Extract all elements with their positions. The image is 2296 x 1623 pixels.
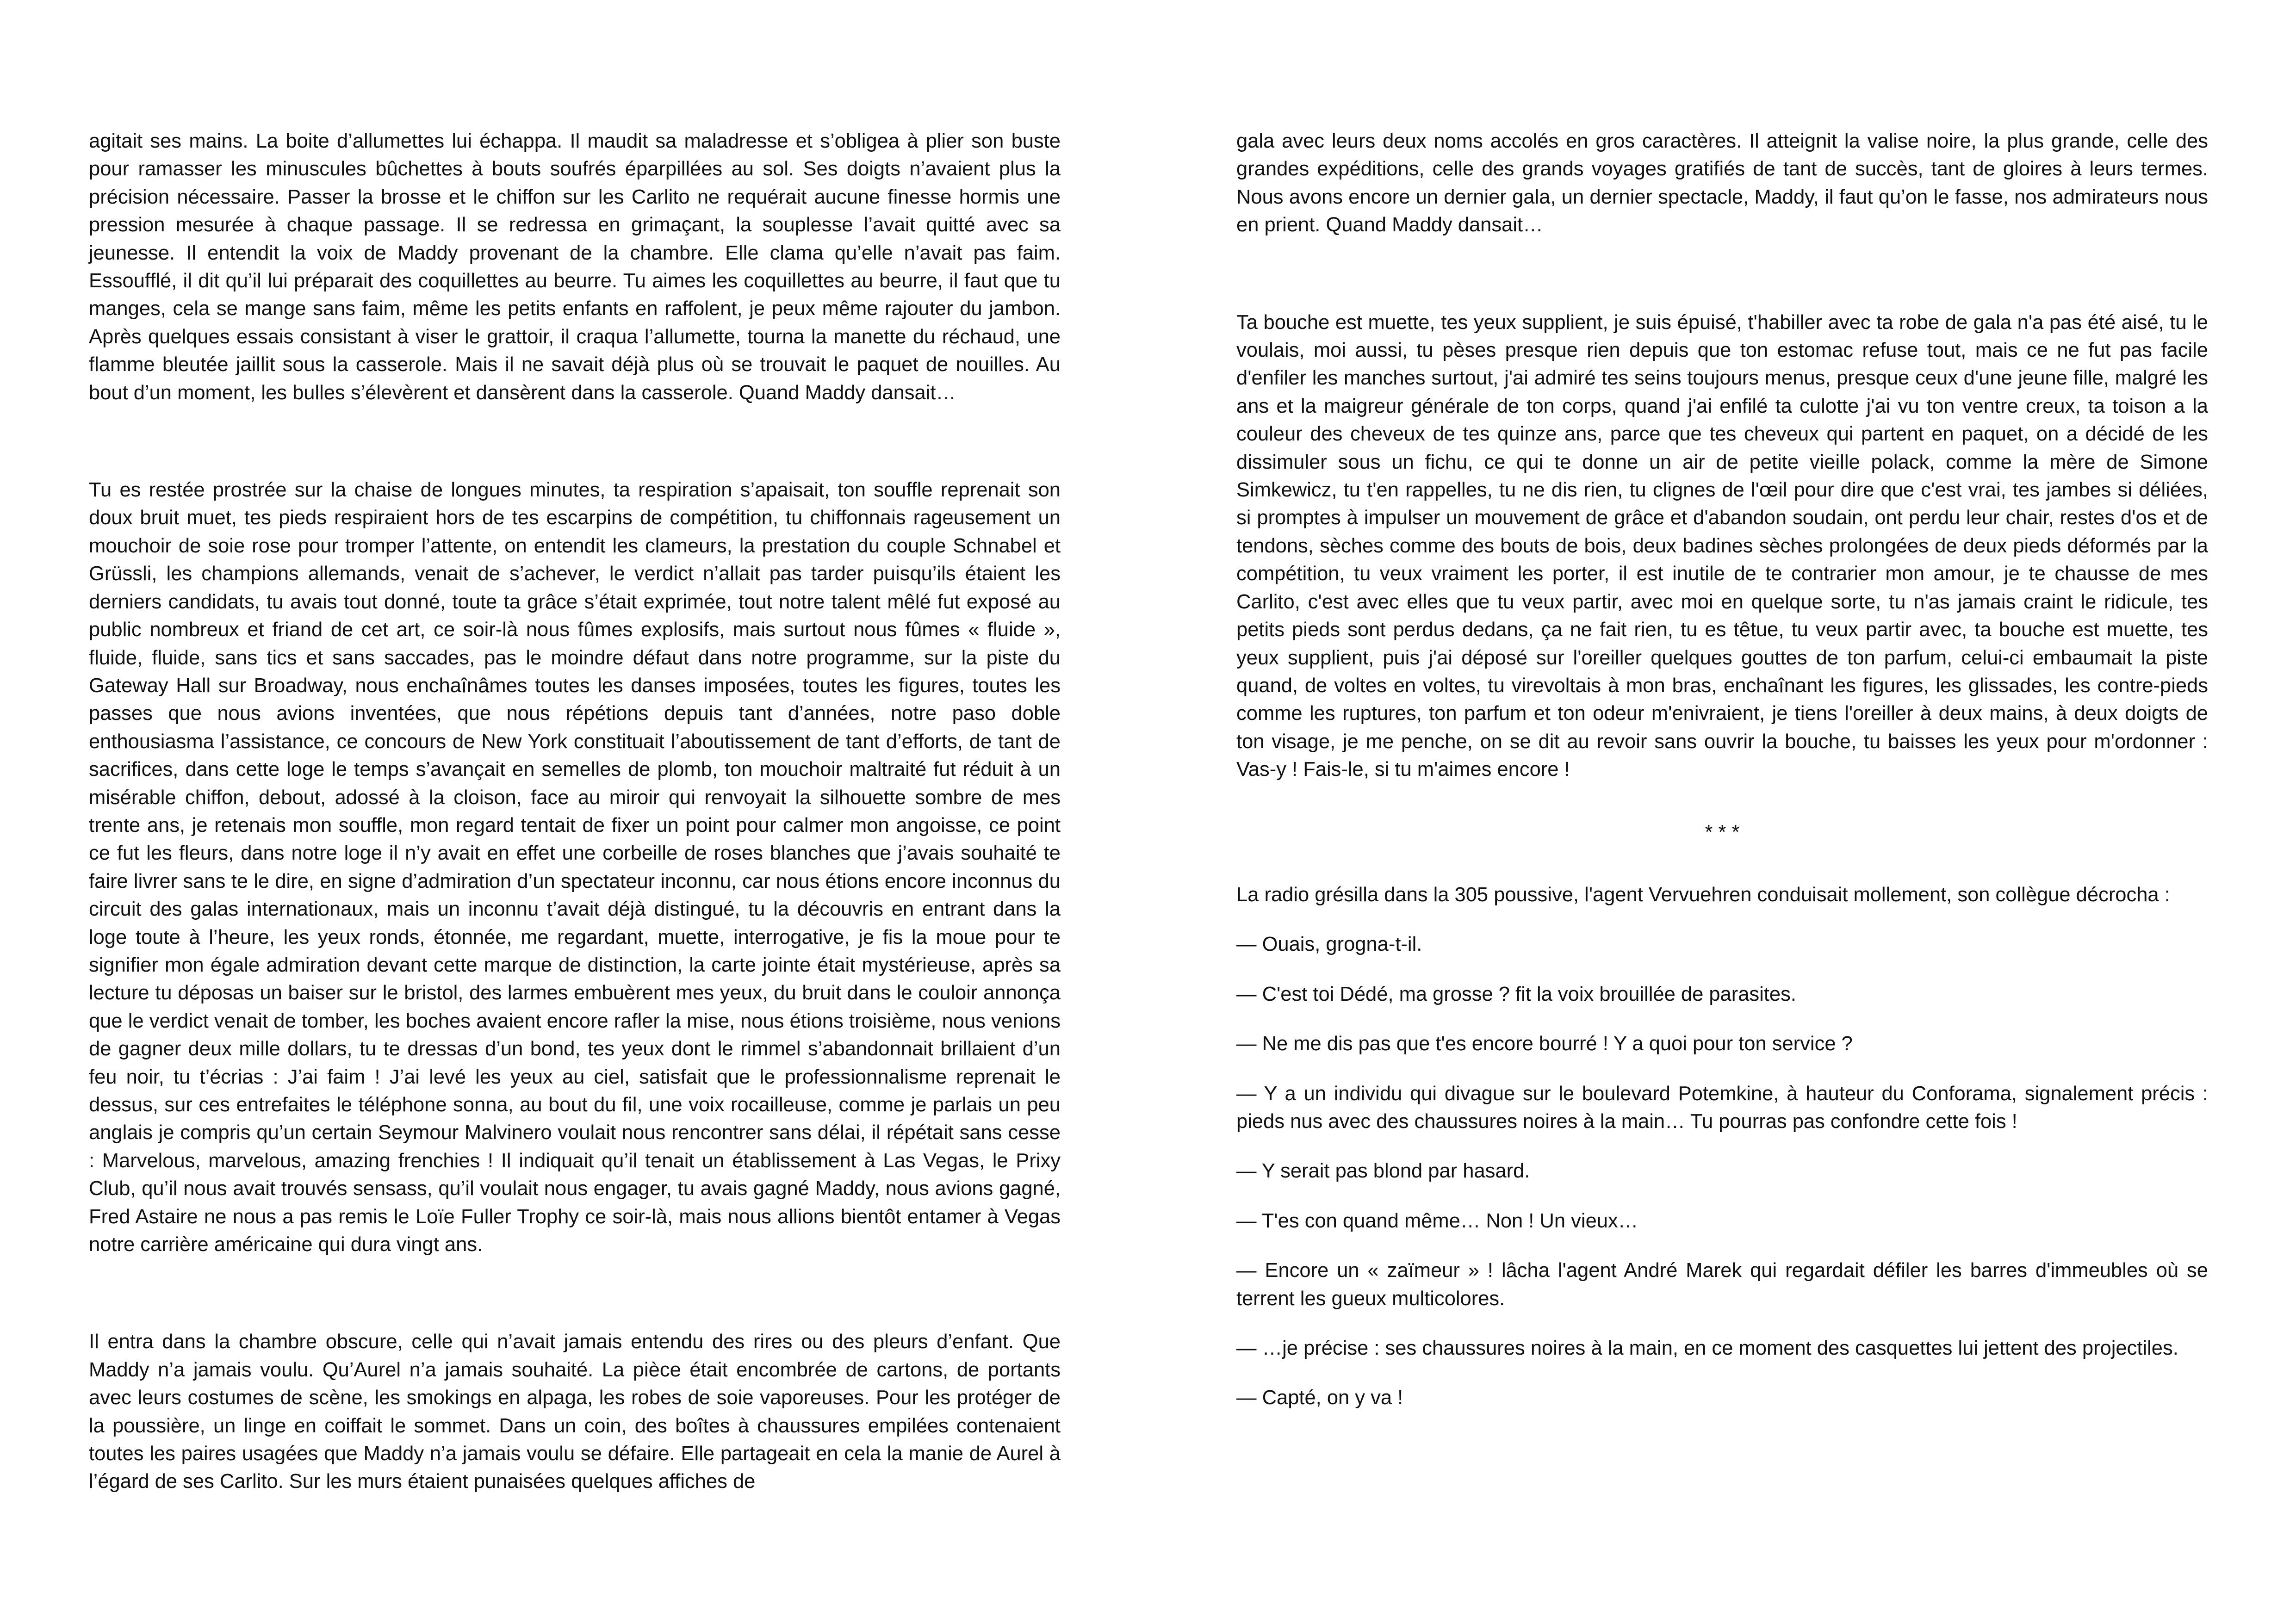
right-page-column: [1236, 127, 2208, 1412]
left-page-column: [89, 127, 1061, 1496]
paragraph: gala avec leurs deux noms accolés en gros caractères. Il atteignit la valise noire, la plus grande, celle des grandes expéditions, celle des grands voyages gratifiés de tant de succès, tant de gloires à leurs termes. Nous avons encore un dernier gala, un dernier spectacle, Maddy, il faut qu’on le fasse, nos admirateurs nous en prient. Quand Maddy dansait…: [1236, 130, 2208, 236]
paragraph: Tu es restée prostrée sur la chaise de longues minutes, ta respiration s’apaisait, ton souffle reprenait son doux bruit muet, tes pieds respiraient hors de tes escarpins de compétition, tu chiffonnais rageusement un mouchoir de soie rose pour tromper l’attente, on entendit les clameurs, la prestation du couple Schnabel et Grüssli, les champions allemands, venait de s’achever, le verdict n’allait pas tarder puisqu’ils étaient les derniers candidats, tu avais tout donné, toute ta grâce s’était exprimée, tout notre talent mêlé fut exposé au public nombreux et friand de cet art, ce soir-là nous fûmes explosifs, mais surtout nous fûmes « fluide », fluide, fluide, sans tics et sans saccades, pas le moindre défaut dans notre programme, sur la piste du Gateway Hall sur Broadway, nous enchaînâmes toutes les danses imposées, toutes les figures, toutes les passes que nous avions inventées, que nous répétions depuis tant d’années, notre paso doble enthousiasma l’assistance, ce concours de New York constituait l’aboutissement de tant d’efforts, de tant de sacrifices, dans cette loge le temps s’avançait en semelles de plomb, ton mouchoir maltraité fut réduit à un misérable chiffon, debout, adossé à la cloison, face au miroir qui renvoyait la silhouette sombre de mes trente ans, je retenais mon souffle, mon regard tentait de fixer un point pour calmer mon angoisse, ce point ce fut les fleurs, dans notre loge il n’y avait en effet une corbeille de roses blanches que j’avais souhaité te faire livrer sans te le dire, en signe d’admiration d’un spectateur inconnu, car nous étions encore inconnus du circuit des galas internationaux, mais un inconnu t’avait déjà distingué, tu la découvris en entrant dans la loge toute à l’heure, les yeux ronds, étonnée, me regardant, muette, interrogative, je fis la moue pour te signifier mon égale admiration devant cette marque de distinction, la carte jointe était mystérieuse, après sa lecture tu déposas un baiser sur le bristol, des larmes embuèrent mes yeux, du bruit dans le couloir annonça que le verdict venait de tomber, les boches avaient encore rafler la mise, nous étions troisième, nous venions de gagner deux mille dollars, tu te dressas d’un bond, tes yeux dont le rimmel s’abandonnait brillaient d’un feu noir, tu t’écrias : J’ai faim ! J’ai levé les yeux au ciel, satisfait que le professionnalisme reprenait le dessus, sur ces entrefaites le téléphone sonna, au bout du fil, une voix rocailleuse, comme je parlais un peu anglais je compris qu’un certain Seymour Malvinero voulait nous rencontrer sans délai, il répétait sans cesse : Marvelous, marvelous, amazing frenchies ! Il indiquait qu’il tenait un établissement à Las Vegas, le Prixy Club, qu’il nous avait trouvés sensass, qu’il voulait nous engager, tu avais gagné Maddy, nous avions gagné, Fred Astaire ne nous a pas remis le Loïe Fuller Trophy ce soir-là, mais nous allions bientôt entamer à Vegas notre carrière américaine qui dura vingt ans.: [89, 479, 1061, 1256]
dialogue-line: — C'est toi Dédé, ma grosse ? fit la voix brouillée de parasites.: [1236, 983, 1796, 1005]
paragraph: Il entra dans la chambre obscure, celle qui n’avait jamais entendu des rires ou des pleurs d’enfant. Que Maddy n’a jamais voulu. Qu’Aurel n’a jamais souhaité. La pièce était encombrée de cartons, de portants avec leurs costumes de scène, les smokings en alpaga, les robes de soie vaporeuses. Pour les protéger de la poussière, un linge en coiffait le sommet. Dans un coin, des boîtes à chaussures empilées contenaient toutes les paires usagées que Maddy n’a jamais voulu se défaire. Elle partageait en cela la manie de Aurel à l’égard de ses Carlito. Sur les murs étaient punaisées quelques affiches de: [89, 1331, 1061, 1493]
section-separator: * * *: [1705, 821, 1740, 843]
narration-paragraph: La radio grésilla dans la 305 poussive, l'agent Vervuehren conduisait mollement, son collègue décrocha :: [1236, 883, 2170, 906]
dialogue-line: — Y serait pas blond par hasard.: [1236, 1160, 1530, 1183]
dialogue-line: — Y a un individu qui divague sur le boulevard Potemkine, à hauteur du Conforama, signalement précis : pieds nus avec des chaussures noires à la main… Tu pourras pas confondre cette fois !: [1236, 1082, 2208, 1133]
dialogue-line: — Ouais, grogna-t-il.: [1236, 933, 1422, 956]
dialogue-line: — Capté, on y va !: [1236, 1387, 1403, 1409]
dialogue-line: — Encore un « zaïmeur » ! lâcha l'agent André Marek qui regardait défiler les barres d'immeubles où se terrent les gueux multicolores.: [1236, 1259, 2208, 1310]
paragraph: agitait ses mains. La boite d’allumettes lui échappa. Il maudit sa maladresse et s’obligea à plier son buste pour ramasser les minuscules bûchettes à bouts soufrés éparpillées au sol. Ses doigts n’avaient plus la précision nécessaire. Passer la brosse et le chiffon sur les Carlito ne requérait aucune finesse hormis une pression mesurée à chaque passage. Il se redressa en grimaçant, la souplesse l’avait quitté avec sa jeunesse. Il entendit la voix de Maddy provenant de la chambre. Elle clama qu’elle n’avait pas faim. Essoufflé, il dit qu’il lui préparait des coquillettes au beurre. Tu aimes les coquillettes au beurre, il faut que tu manges, cela se mange sans faim, même les petits enfants en raffolent, je peux même rajouter du jambon. Après quelques essais consistant à viser le grattoir, il craqua l’allumette, tourna la manette du réchaud, une flamme bleutée jaillit sous la casserole. Mais il ne savait déjà plus où se trouvait le paquet de nouilles. Au bout d’un moment, les bulles s’élevèrent et dansèrent dans la casserole. Quand Maddy dansait…: [89, 130, 1061, 404]
paragraph: Ta bouche est muette, tes yeux supplient, je suis épuisé, t'habiller avec ta robe de gala n'a pas été aisé, tu le voulais, moi aussi, tu pèses presque rien depuis que ton estomac refuse tout, mais ce ne fut pas facile d'enfiler les manches surtout, j'ai admiré tes seins toujours menus, presque ceux d'une jeune fille, malgré les ans et la maigreur générale de ton corps, quand j'ai enfilé ta culotte j'ai vu ton ventre creux, ta toison a la couleur des cheveux de tes quinze ans, parce que tes cheveux qui partent en paquet, on a décidé de les dissimuler sous un fichu, ce qui te donne un air de petite vieille polack, comme la mère de Simone Simkewicz, tu t'en rappelles, tu ne dis rien, tu clignes de l'œil pour dire que c'est vrai, tes jambes si déliées, si promptes à impulser un mouvement de grâce et d'abandon soudain, ont perdu leur chair, restes d'os et de tendons, sèches comme des bouts de bois, deux badines sèches prolongées de deux pieds déformés par la compétition, tu veux vraiment les porter, il est inutile de te contrarier mon amour, je te chausse de mes Carlito, c'est avec elles que tu veux partir, avec moi en quelque sorte, tu n'as jamais craint le ridicule, tes petits pieds sont perdus dedans, ça ne fait rien, tu es têtue, tu veux partir avec, ta bouche est muette, tes yeux supplient, puis j'ai déposé sur l'oreiller quelques gouttes de ton parfum, celui-ci embaumait la piste quand, de voltes en voltes, tu virevoltais à mon bras, enchaînant les figures, les glissades, les contre-pieds comme les ruptures, ton parfum et ton odeur m'enivraient, je tiens l'oreiller à deux mains, à deux doigts de ton visage, je me penche, on se dit au revoir sans ouvrir la bouche, tu baisses les yeux pour m'ordonner : Vas-y ! Fais-le, si tu m'aimes encore !: [1236, 311, 2208, 781]
dialogue-line: — T'es con quand même… Non ! Un vieux…: [1236, 1209, 1638, 1232]
dialogue-line: — …je précise : ses chaussures noires à la main, en ce moment des casquettes lui jettent des projectiles.: [1236, 1337, 2178, 1359]
dialogue-line: — Ne me dis pas que t'es encore bourré ! Y a quoi pour ton service ?: [1236, 1033, 1853, 1055]
